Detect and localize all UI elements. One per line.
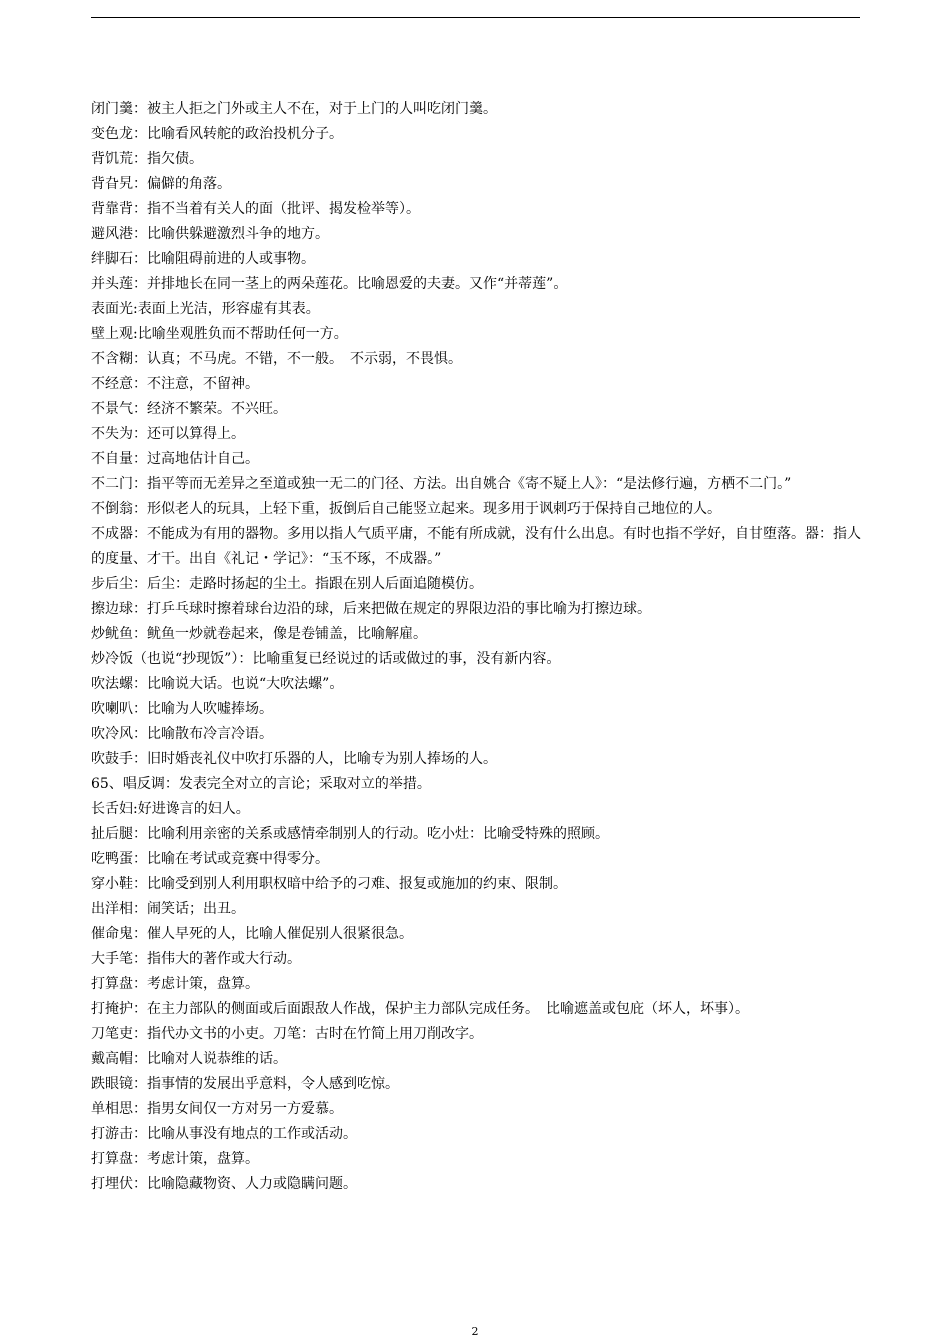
idiom-entry: 出洋相：闹笑话；出丑。 — [91, 901, 245, 917]
idiom-entry: 长舌妇:好进谗言的妇人。 — [91, 801, 250, 817]
page-number: 2 — [471, 1325, 479, 1338]
idiom-entry: 跌眼镜：指事情的发展出乎意料，令人感到吃惊。 — [91, 1076, 399, 1092]
idiom-entry: 绊脚石：比喻阻碍前进的人或事物。 — [91, 251, 315, 267]
idiom-entry: 打算盘：考虑计策，盘算。 — [91, 976, 259, 992]
idiom-entry: 闭门羹：被主人拒之门外或主人不在，对于上门的人叫吃闭门羹。 — [91, 101, 497, 117]
idiom-entry: 不经意：不注意，不留神。 — [91, 376, 259, 392]
idiom-entry: 不倒翁：形似老人的玩具，上轻下重，扳倒后自己能竖立起来。现多用于讽刺巧于保持自己地位的人。 — [91, 501, 721, 517]
idiom-entry: 擦边球：打乒乓球时擦着球台边沿的球，后来把做在规定的界限边沿的事比喻为打擦边球。 — [91, 601, 651, 617]
header-rule — [91, 17, 860, 18]
idiom-entry: 不二门：指平等而无差异之至道或独一无二的门径、方法。出自姚合《寄不疑上人》：“是法修行遍，方栖不二门。” — [91, 476, 792, 492]
idiom-entry: 吹喇叭：比喻为人吹嘘捧场。 — [91, 701, 273, 717]
idiom-entry: 不含糊：认真；不马虎。不错，不一般。 不示弱，不畏惧。 — [91, 351, 462, 367]
idiom-entry: 打埋伏：比喻隐藏物资、人力或隐瞒问题。 — [91, 1176, 357, 1192]
idiom-entry: 吹冷风：比喻散布冷言冷语。 — [91, 726, 273, 742]
idiom-entry: 并头莲：并排地长在同一茎上的两朵莲花。比喻恩爱的夫妻。又作“并蒂莲”。 — [91, 276, 568, 292]
idiom-entry: 大手笔：指伟大的著作或大行动。 — [91, 951, 301, 967]
idiom-entry: 不自量：过高地估计自己。 — [91, 451, 259, 467]
idiom-entry: 不成器：不能成为有用的器物。多用以指人气质平庸，不能有所成就，没有什么出息。有时也指不学好，自甘堕落。器：指人的度量、才干。出自《礼记・学记》：“玉不琢，不成器。” — [91, 526, 861, 567]
idiom-entry: 穿小鞋：比喻受到别人利用职权暗中给予的刁难、报复或施加的约束、限制。 — [91, 876, 567, 892]
idiom-entry: 不失为：还可以算得上。 — [91, 426, 245, 442]
idiom-entry: 吃鸭蛋：比喻在考试或竞赛中得零分。 — [91, 851, 329, 867]
idiom-entry: 刀笔吏：指代办文书的小吏。刀笔：古时在竹简上用刀削改字。 — [91, 1026, 483, 1042]
idiom-entry: 表面光:表面上光洁，形容虚有其表。 — [91, 301, 320, 317]
idiom-entry: 背靠背：指不当着有关人的面（批评、揭发检举等）。 — [91, 201, 420, 217]
idiom-entry: 壁上观:比喻坐观胜负而不帮助任何一方。 — [91, 326, 348, 342]
idiom-entry: 变色龙：比喻看风转舵的政治投机分子。 — [91, 126, 343, 142]
idiom-entry: 步后尘：后尘：走路时扬起的尘土。指跟在别人后面追随模仿。 — [91, 576, 483, 592]
idiom-entry: 戴高帽：比喻对人说恭维的话。 — [91, 1051, 287, 1067]
idiom-entry: 打游击：比喻从事没有地点的工作或活动。 — [91, 1126, 357, 1142]
idiom-entry: 吹法螺：比喻说大话。也说“大吹法螺”。 — [91, 676, 344, 692]
idiom-entry: 催命鬼：催人早死的人，比喻人催促别人很紧很急。 — [91, 926, 413, 942]
idiom-entry: 吹鼓手：旧时婚丧礼仪中吹打乐器的人，比喻专为别人捧场的人。 — [91, 751, 497, 767]
document-body — [91, 97, 866, 1197]
idiom-entry: 背饥荒：指欠债。 — [91, 151, 203, 167]
idiom-entry: 打掩护：在主力部队的侧面或后面跟敌人作战，保护主力部队完成任务。 比喻遮盖或包庇（坏人，坏事）。 — [91, 1001, 749, 1017]
idiom-entry: 炒冷饭（也说“抄现饭”）：比喻重复已经说过的话或做过的事，没有新内容。 — [91, 651, 561, 667]
idiom-entry: 背旮旯：偏僻的角落。 — [91, 176, 231, 192]
idiom-entry: 单相思：指男女间仅一方对另一方爱慕。 — [91, 1101, 343, 1117]
idiom-entry: 65、唱反调：发表完全对立的言论；采取对立的举措。 — [91, 776, 431, 792]
idiom-entry: 打算盘：考虑计策，盘算。 — [91, 1151, 259, 1167]
idiom-entry: 避风港：比喻供躲避激烈斗争的地方。 — [91, 226, 329, 242]
idiom-entry: 不景气：经济不繁荣。不兴旺。 — [91, 401, 287, 417]
idiom-entry: 扯后腿：比喻利用亲密的关系或感情牵制别人的行动。吃小灶：比喻受特殊的照顾。 — [91, 826, 609, 842]
idiom-entry: 炒鱿鱼：鱿鱼一炒就卷起来，像是卷铺盖，比喻解雇。 — [91, 626, 427, 642]
